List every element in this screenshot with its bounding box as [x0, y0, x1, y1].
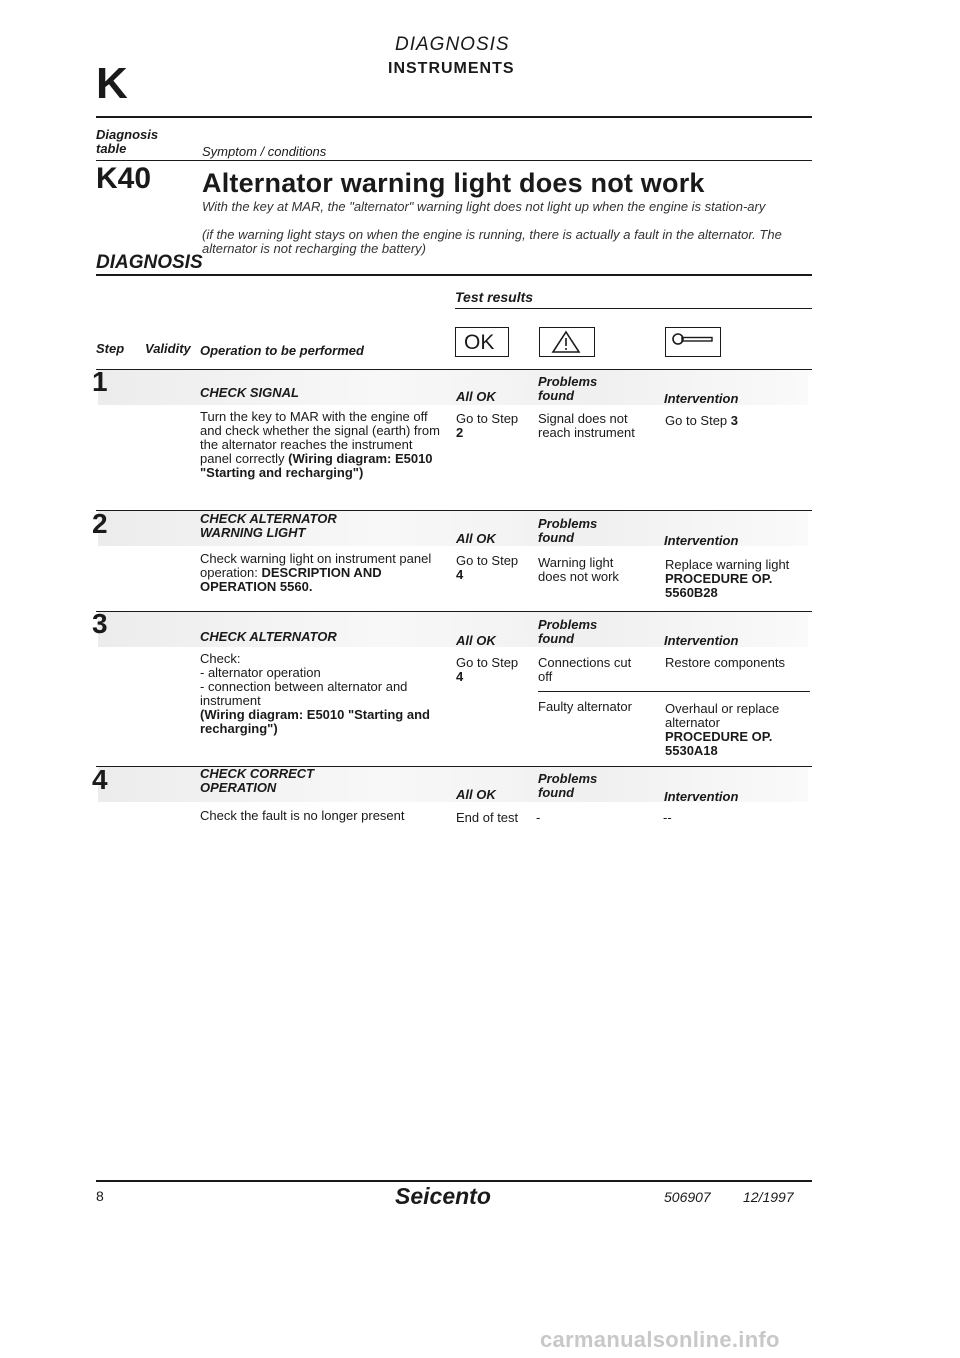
header-rule	[96, 116, 812, 118]
step-3-intervention-bold-2: PROCEDURE OP. 5530A18	[665, 729, 773, 758]
step-1-number: 1	[92, 366, 108, 397]
col-step: Step	[96, 341, 125, 356]
footer-brand: Seicento	[395, 1183, 491, 1209]
step-1-operation	[200, 410, 440, 480]
step-4-intervention: Intervention	[664, 789, 739, 804]
step-2-ok-step: 4	[456, 567, 464, 582]
step-3-rule	[96, 611, 812, 612]
step-1-operation-bold: (Wiring diagram: E5010 "Starting and recharging")	[200, 451, 433, 480]
ok-icon	[455, 327, 509, 357]
step-2-intervention-bold: PROCEDURE OP. 5560B28	[665, 571, 773, 600]
fault-description: With the key at MAR, the "alternator" warning light does not light up when the engine is station-ary	[202, 199, 766, 214]
diagnosis-heading: DIAGNOSIS	[96, 252, 203, 273]
step-4-all-ok: All OK	[456, 787, 496, 802]
test-results-label: Test results	[455, 289, 534, 305]
step-2-operation	[200, 552, 448, 594]
warning-triangle-icon	[539, 327, 595, 357]
step-2-ok-result	[456, 554, 531, 582]
step-2-intervention: Intervention	[664, 533, 739, 548]
step-2-operation-text: Check warning light on instrument panel operation:	[200, 551, 432, 580]
step-1-intervention-text	[665, 414, 738, 428]
step-3-intervention: Intervention	[664, 633, 739, 648]
header-title: DIAGNOSIS	[395, 34, 510, 55]
col-operation: Operation to be performed	[200, 343, 364, 358]
watermark: carmanualsonline.info	[540, 1327, 780, 1352]
section-letter: K	[96, 59, 128, 108]
wrench-icon	[665, 327, 721, 357]
step-2-intervention-label: Replace warning light	[665, 557, 790, 572]
step-3-sub-rule	[538, 691, 810, 692]
step-3-intervention-text: Restore components	[665, 655, 785, 670]
step-3-title: CHECK ALTERNATOR	[200, 629, 337, 644]
step-1-rule	[96, 369, 812, 370]
step-3-ok-step: 4	[456, 669, 464, 684]
step-3-intervention-label-2: Overhaul or replace alternator	[665, 701, 780, 730]
step-1-intervention: Intervention	[664, 391, 739, 406]
step-1-intervention-label: Go to Step	[665, 413, 728, 428]
step-3-operation	[200, 652, 440, 736]
step-3-all-ok: All OK	[456, 633, 496, 648]
step-2-ok-text: Go to Step	[456, 553, 519, 568]
step-2-number: 2	[92, 508, 108, 539]
step-2-operation-bold: DESCRIPTION AND OPERATION 5560.	[200, 565, 382, 594]
step-3-problem-text: Connections cut off	[538, 655, 632, 684]
test-results-rule	[455, 308, 812, 309]
footer-rule	[96, 1180, 812, 1182]
header-subtitle: INSTRUMENTS	[388, 60, 515, 77]
step-4-operation: Check the fault is no longer present	[200, 808, 405, 823]
step-1-title: CHECK SIGNAL	[200, 385, 299, 400]
step-4-number: 4	[92, 764, 108, 795]
fault-code: K40	[96, 162, 152, 195]
step-3-ok-result	[456, 656, 531, 684]
step-4-problems: Problems found	[538, 771, 598, 800]
step-3-operation-text: Check: - alternator operation - connection between alternator and instrument	[200, 651, 408, 708]
step-2-intervention-text	[665, 558, 810, 600]
col-validity: Validity	[145, 341, 191, 356]
fault-title: Alternator warning light does not work	[202, 168, 705, 198]
step-3-ok-text: Go to Step	[456, 655, 519, 670]
diagnosis-table-label: Diagnosis table	[96, 127, 159, 156]
step-1-ok-step: 2	[456, 425, 464, 440]
step-3-intervention-text-2	[665, 702, 805, 758]
symptom-rule	[96, 160, 812, 161]
step-1-ok-result	[456, 412, 531, 440]
footer-doc-number: 506907	[664, 1189, 711, 1205]
step-1-ok-text: Go to Step	[456, 411, 519, 426]
step-4-intervention-text: --	[663, 810, 672, 825]
page-number: 8	[96, 1188, 104, 1204]
step-3-problems: Problems found	[538, 617, 598, 646]
step-4-problem-text: -	[536, 810, 541, 825]
step-1-all-ok: All OK	[456, 389, 496, 404]
step-3-operation-bold: (Wiring diagram: E5010 "Starting and recharging")	[200, 707, 430, 736]
symptom-label: Symptom / conditions	[202, 144, 327, 159]
step-3-problem-text-2: Faulty alternator	[538, 699, 632, 714]
step-2-problem-text: Warning light does not work	[538, 555, 619, 584]
ok-icon-text: OK	[464, 331, 495, 354]
footer-date: 12/1997	[743, 1189, 794, 1205]
step-1-operation-text: Turn the key to MAR with the engine off and check whether the signal (earth) from the alternator reaches the instrument panel correctly	[200, 409, 440, 466]
fault-note: (if the warning light stays on when the engine is running, there is actually a fault in the alternator. The alternator is not recharging the battery)	[202, 227, 782, 256]
diagnosis-rule	[96, 274, 812, 276]
step-1-problem-text: Signal does not reach instrument	[538, 411, 635, 440]
step-4-ok-result: End of test	[456, 810, 519, 825]
step-2-all-ok: All OK	[456, 531, 496, 546]
step-2-problems: Problems found	[538, 516, 598, 545]
step-1-intervention-step: 3	[730, 413, 739, 428]
step-1-problems: Problems found	[538, 374, 598, 403]
step-3-number: 3	[92, 608, 108, 639]
step-2-title: CHECK ALTERNATOR WARNING LIGHT	[200, 511, 337, 540]
step-4-title: CHECK CORRECT OPERATION	[200, 766, 315, 795]
